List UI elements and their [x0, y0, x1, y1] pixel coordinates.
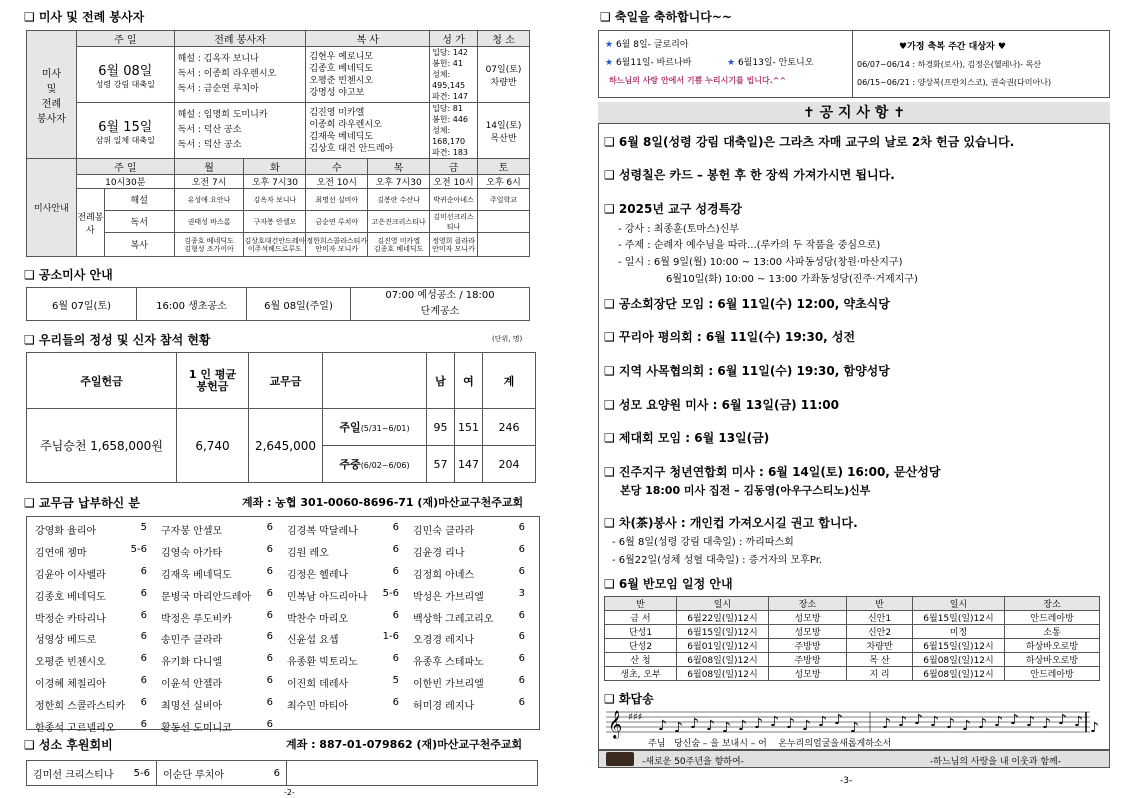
role-label: 해설 — [104, 189, 174, 211]
gongso-date: 6월 08일(주일) — [247, 288, 351, 321]
gyomu-entry: 박정순 카타리나 6 — [35, 609, 147, 625]
notice-item: ❑ 진주지구 청년연합회 미사 : 6월 14일(토) 16:00, 문산성당 — [604, 465, 941, 479]
support-entry: 김미선 크리스티나 5-6 — [27, 761, 157, 785]
ban-cell: 소통 — [1005, 625, 1100, 639]
music-note: ♪ — [674, 720, 683, 736]
week-time: 오후 7시30 — [368, 175, 430, 189]
lecture-line: 6월10일(화) 10:00 ~ 13:00 가좌동성당(진주·거제지구) — [666, 274, 918, 285]
ban-cell: 성모방 — [769, 667, 847, 681]
ban-cell: 주방방 — [769, 639, 847, 653]
family-title: ♥가정 축복 주간 대상자 ♥ — [899, 42, 1006, 52]
col-choir: 성 가 — [430, 31, 478, 47]
gyomu-entry: 오평준 빈첸시오 6 — [35, 653, 147, 669]
ban-cell: 미정 — [913, 625, 1005, 639]
ban-header: 일시 — [677, 597, 769, 611]
gongso-table — [26, 287, 530, 321]
weekday-cell: 금순연 루치아 — [306, 211, 368, 233]
gyomu-entry: 이한빈 가브리엘 6 — [413, 674, 525, 690]
gyomu-entry: 박정은 루도비카 6 — [161, 609, 273, 625]
ban-cell: 신안2 — [847, 625, 913, 639]
ban-header: 장소 — [1005, 597, 1100, 611]
ban-cell: 생초, 오부 — [605, 667, 677, 681]
attendance-total: 204 — [483, 446, 536, 483]
mass-side-label: 미사 및 전례 봉사자 — [27, 31, 77, 159]
gyomu-entry: 백상학 그레고리오 6 — [413, 609, 525, 625]
week-header: 월 — [174, 159, 244, 175]
music-note: ♪ — [946, 716, 955, 732]
weekday-cell: 박귀순아녜스 — [430, 189, 478, 211]
gyomu-account: 계좌 : 농협 301-0060-8696-71 (재)마산교구천주교회 — [242, 496, 524, 509]
feast-list — [599, 31, 853, 97]
week-time: 오후 6시 — [478, 175, 530, 189]
col-sunday: 주 일 — [76, 31, 174, 47]
offering-header — [323, 353, 427, 409]
ban-cell: 지 리 — [847, 667, 913, 681]
music-note: ♪ — [802, 718, 811, 734]
offering-section-title: ❑ 우리들의 정성 및 신자 참석 현황 — [24, 333, 211, 347]
svg-text:𝄞: 𝄞 — [608, 710, 623, 738]
weekday-cell: 구자봉 안셀모 — [244, 211, 306, 233]
gyomu-entry: 한종석 고르넬리오 6 — [35, 718, 147, 734]
music-note: ♪ — [850, 720, 859, 736]
ban-cell: 6월08일(일)12시 — [913, 653, 1005, 667]
attendance-female: 151 — [455, 409, 483, 446]
music-note: ♪ — [722, 720, 731, 736]
gyomu-entry: 최명선 실비아 6 — [161, 696, 273, 712]
ban-header: 반 — [605, 597, 677, 611]
col-altar: 복 사 — [306, 31, 430, 47]
music-note: ♪ — [738, 718, 747, 734]
gyomu-entry: 김정희 아녜스 6 — [413, 565, 525, 581]
ban-cell: 하상바오로방 — [1005, 639, 1100, 653]
page-number-right: -3- — [840, 776, 853, 786]
lecture-line: - 일시 : 6월 9일(월) 10:00 ~ 13:00 사파동성당(창원·마산지구) — [618, 257, 903, 268]
gyomu-entry: 민복남 아드리아나 5-6 — [287, 587, 399, 603]
music-note: ♪ — [914, 712, 923, 728]
gongso-section-title: ❑ 공소미사 안내 — [24, 268, 113, 282]
choir-cell: 입당: 142 봉헌: 41 성체: 495,145 파견: 147 — [430, 47, 478, 103]
role-label: 독서 — [104, 211, 174, 233]
week-header: 주 일 — [76, 159, 174, 175]
lecture-line: - 강사 : 최종훈(토마스)신부 — [618, 224, 739, 235]
gyomu-entry: 김정은 헬레나 6 — [287, 565, 399, 581]
ban-cell: 6월22일(일)12시 — [677, 611, 769, 625]
ban-cell: 신안1 — [847, 611, 913, 625]
gyomu-entry: 유기화 다니엘 6 — [161, 653, 273, 669]
cleaning-cell: 14일(토) 목산반 — [478, 103, 530, 159]
week-header: 목 — [368, 159, 430, 175]
celebrate-box — [598, 30, 1110, 98]
gyomu-row — [27, 628, 539, 650]
gyomu-row — [27, 606, 539, 628]
notice-item: ❑ 지역 사목협의회 : 6월 11일(수) 19:30, 함양성당 — [604, 364, 890, 378]
gyomu-entry: 황동선 도미니코 6 — [161, 718, 273, 734]
music-note: ♪ — [770, 714, 779, 730]
gyomu-entry: 성영상 베드로 6 — [35, 631, 147, 647]
family-line: 06/07~06/14 : 하경화(로사), 김정은(헬레나)- 목산 — [857, 60, 1042, 69]
notice-item: ❑ 제대회 모임 : 6월 13일(금) — [604, 431, 770, 445]
music-note: ♪ — [1058, 712, 1067, 728]
sunday-offering-total: 주님승천 1,658,000원 — [27, 409, 177, 483]
weekday-cell: 주일학교 — [478, 189, 530, 211]
offering-header: 교무금 — [249, 353, 323, 409]
gyomu-entry: 김윤경 리나 6 — [413, 544, 525, 560]
gyomu-entry: 박성은 가브리엘 3 — [413, 587, 525, 603]
gyomu-entry: 최수민 마티아 6 — [287, 696, 399, 712]
week-time: 오전 10시 — [306, 175, 368, 189]
notice-item: ❑ 화답송 — [604, 692, 654, 706]
gongso-time: 07:00 예성공소 / 18:00 단계공소 — [351, 288, 530, 321]
feast-item: ★ 6월11일- 바르나바 — [605, 58, 692, 68]
mass-schedule-table — [26, 30, 530, 257]
music-note: ♪ — [1026, 714, 1035, 730]
page-number-left: -2- — [284, 788, 295, 797]
gyomu-row — [27, 693, 539, 715]
weekday-cell: 김옥자 보니나 — [244, 189, 306, 211]
blessing-text: 하느님의 사랑 안에서 기쁨 누리시기를 빕니다.^^ — [609, 76, 787, 85]
ban-header: 일시 — [913, 597, 1005, 611]
support-list — [26, 760, 538, 786]
ministers-cell: 해설 : 김옥자 보니나 독서 : 이종희 라우렌시오 독서 : 금순연 루치아 — [174, 47, 306, 103]
col-cleaning: 청 소 — [478, 31, 530, 47]
weekday-cell — [478, 233, 530, 257]
attendance-male: 57 — [427, 446, 455, 483]
ban-row — [605, 625, 1100, 639]
attendance-total: 246 — [483, 409, 536, 446]
ban-cell: 6월08일(일)12시 — [677, 667, 769, 681]
weekday-cell: 정영희 클라라 안미자 모니카 — [430, 233, 478, 257]
music-note: ♪ — [834, 712, 843, 728]
ministers-cell: 해설 : 임명희 도미니카 독서 : 덕산 공소 독서 : 덕산 공소 — [174, 103, 306, 159]
ban-cell: 산 청 — [605, 653, 677, 667]
choir-cell: 입당: 81 봉헌: 446 성체: 168,170 파견: 183 — [430, 103, 478, 159]
weekday-cell: 김종호 베네딕도 김형성 조가이아 — [174, 233, 244, 257]
gyomu-list — [26, 516, 540, 734]
week-side-label: 미사안내 — [27, 159, 77, 257]
footer-left: -새로운 50주년을 향하여- — [642, 757, 744, 767]
offering-header: 주일헌금 — [27, 353, 177, 409]
gyomu-total: 2,645,000 — [249, 409, 323, 483]
gongso-time: 16:00 생초공소 — [137, 288, 247, 321]
attendance-label: 주중(6/02~6/06) — [323, 446, 427, 483]
notice-item: ❑ 6월 8일(성령 강림 대축일)은 그라츠 자매 교구의 날로 2차 헌금 있습니다. — [604, 135, 1015, 149]
music-note: ♪ — [706, 718, 715, 734]
gyomu-entry: 유종후 스테파노 6 — [413, 653, 525, 669]
psalm-music-staff — [606, 708, 1099, 738]
ban-row — [605, 667, 1100, 681]
week-time: 10시30분 — [76, 175, 174, 189]
week-header: 금 — [430, 159, 478, 175]
music-note: ♪ — [690, 716, 699, 732]
gyomu-entry: 이진희 데레사 5 — [287, 674, 399, 690]
week-time: 오전 10시 — [430, 175, 478, 189]
mass-date-cell: 6월 08일 성령 강림 대축일 — [76, 47, 174, 103]
music-note: ♪ — [962, 718, 971, 734]
music-note: ♪ — [994, 714, 1003, 730]
attendance-label: 주일(5/31~6/01) — [323, 409, 427, 446]
ban-header: 반 — [847, 597, 913, 611]
weekday-cell: 김미선크리스티나 — [430, 211, 478, 233]
feast-item: ★ 6월13일- 안토니오 — [727, 58, 814, 68]
mass-section-title: ❑ 미사 및 전례 봉사자 — [24, 10, 145, 24]
gyomu-entry: 박찬수 마리오 6 — [287, 609, 399, 625]
music-note: ♪ — [930, 714, 939, 730]
week-time: 오후 7시30 — [244, 175, 306, 189]
weekday-cell: 김봉란 수산나 — [368, 189, 430, 211]
gyomu-row — [27, 715, 539, 737]
gongso-date: 6월 07일(토) — [27, 288, 137, 321]
gyomu-row — [27, 563, 539, 585]
weekday-cell: 고은진크리스티나 — [368, 211, 430, 233]
mass-date-cell: 6월 15일 삼위 일체 대축일 — [76, 103, 174, 159]
family-line: 06/15~06/21 : 양상복(프란치스코), 권숙권(다미아나) — [857, 78, 1052, 87]
gyomu-entry: 오경경 레지나 6 — [413, 631, 525, 647]
ban-cell: 금 서 — [605, 611, 677, 625]
weekday-cell: 권태성 바스롬 — [174, 211, 244, 233]
weekday-cell: 김상호대건안드레아 이주석베드로루도 — [244, 233, 306, 257]
ban-cell: 6월15일(일)12시 — [913, 639, 1005, 653]
weekday-cell: 김진영 미카엘 김종호 베네딕도 — [368, 233, 430, 257]
ban-cell: 안드레아방 — [1005, 611, 1100, 625]
music-note: ♪ — [882, 716, 891, 732]
offering-header: 남 — [427, 353, 455, 409]
psalm-lyrics: 주님 당신숨 – 을 보내시 – 어 온누리의얼굴을새롭게하소서 — [648, 739, 892, 749]
average-offering: 6,740 — [177, 409, 249, 483]
ban-row — [605, 611, 1100, 625]
ban-cell: 하상바오로방 — [1005, 653, 1100, 667]
weekday-cell: 정한희스콜라스티카 안미자 모니카 — [306, 233, 368, 257]
col-ministers: 전례 봉사자 — [174, 31, 306, 47]
ban-row — [605, 639, 1100, 653]
week-header: 화 — [244, 159, 306, 175]
gyomu-row — [27, 584, 539, 606]
ban-header: 장소 — [769, 597, 847, 611]
altar-servers-cell: 김진영 미카엘 이종희 라우렌시오 김재욱 베네딕도 김상호 대건 안드레아 — [306, 103, 430, 159]
support-entry: 이순단 루치아 6 — [157, 761, 287, 785]
tea-line: - 6월 8일(성령 강림 대축일) : 까리따스회 — [612, 537, 794, 548]
support-account: 계좌 : 887-01-079862 (재)마산교구천주교회 — [286, 738, 523, 751]
gyomu-entry: 김영숙 아가타 6 — [161, 544, 273, 560]
altar-servers-cell: 김현우 예로니모 김종호 베네딕도 오평준 빈첸시오 강명성 야고보 — [306, 47, 430, 103]
ban-cell: 단성2 — [605, 639, 677, 653]
gyomu-entry: 신윤섭 요셉 1-6 — [287, 631, 399, 647]
gyomu-entry: 김종호 베네딕도 6 — [35, 587, 147, 603]
tea-line: - 6월22일(성체 성혈 대축일) : 증거자의 모후Pr. — [612, 555, 823, 566]
music-note: ♪ — [786, 716, 795, 732]
gyomu-entry: 이윤석 안젤라 6 — [161, 674, 273, 690]
role-label: 복사 — [104, 233, 174, 257]
lecture-line: - 주제 : 순례자 예수님을 따라...(루카의 두 작품을 중심으로) — [618, 240, 881, 251]
offering-unit: (단위, 명) — [492, 335, 523, 343]
youth-mass-sub: 본당 18:00 미사 집전 – 김동영(아우구스티노)신부 — [620, 484, 871, 497]
notice-item: ❑ 꾸리아 평의회 : 6월 11일(수) 19:30, 성전 — [604, 330, 856, 344]
anniversary-logo-icon — [606, 752, 634, 766]
gyomu-entry: 정한희 스콜라스티카 6 — [35, 696, 147, 712]
gyomu-entry: 김경복 막달레나 6 — [287, 522, 399, 538]
notice-item: ❑ 성령칠은 카드 – 봉헌 후 한 장씩 가져가시면 됩니다. — [604, 168, 895, 182]
ban-cell: 목 산 — [847, 653, 913, 667]
offering-header: 여 — [455, 353, 483, 409]
attendance-male: 95 — [427, 409, 455, 446]
music-note: ♪ — [1042, 716, 1051, 732]
ban-cell: 6월15일(일)12시 — [677, 625, 769, 639]
gyomu-section-title: ❑ 교무금 납부하신 분 — [24, 496, 141, 510]
attendance-female: 147 — [455, 446, 483, 483]
week-header: 수 — [306, 159, 368, 175]
weekday-cell — [478, 211, 530, 233]
ban-cell: 6월15일(일)12시 — [913, 611, 1005, 625]
gyomu-entry: 김연애 젬마 5-6 — [35, 544, 147, 560]
gyomu-entry: 허미경 레지나 6 — [413, 696, 525, 712]
notice-title: ✝ 공 지 사 항 ✝ — [598, 102, 1110, 124]
gyomu-row — [27, 672, 539, 694]
gyomu-entry: 구자봉 안셀모 6 — [161, 522, 273, 538]
weekday-cell: 유성애 요안나 — [174, 189, 244, 211]
week-time: 오전 7시 — [174, 175, 244, 189]
music-note: ♪ — [1074, 714, 1083, 730]
gyomu-entry: 송민주 클라라 6 — [161, 631, 273, 647]
weekday-service-label: 전례봉사 — [76, 189, 104, 257]
gyomu-entry: 김민숙 클라라 6 — [413, 522, 525, 538]
week-header: 토 — [478, 159, 530, 175]
feast-item: ★ 6월 8일- 글로리아 — [605, 40, 689, 50]
music-note: ♪ — [818, 714, 827, 730]
notice-item: ❑ 2025년 교구 성경특강 — [604, 202, 742, 216]
ban-cell: 성모방 — [769, 625, 847, 639]
gyomu-entry: 강영화 율리아 5 — [35, 522, 147, 538]
ban-cell: 차량반 — [847, 639, 913, 653]
gyomu-entry: 문병국 마리안드레아 6 — [161, 587, 273, 603]
ban-cell: 안드레아방 — [1005, 667, 1100, 681]
ban-row — [605, 653, 1100, 667]
support-section-title: ❑ 성소 후원회비 — [24, 738, 113, 752]
ban-cell: 성모방 — [769, 611, 847, 625]
weekday-cell: 최명선 실비아 — [306, 189, 368, 211]
celebrate-section-title: ❑ 축일을 축하합니다~~ — [600, 10, 732, 24]
music-note: ♪ — [658, 718, 667, 734]
music-note: ♪ — [1010, 712, 1019, 728]
gyomu-row — [27, 541, 539, 563]
notice-item: ❑ 성모 요양원 미사 : 6월 13일(금) 11:00 — [604, 398, 839, 412]
ban-cell: 6월08일(일)12시 — [677, 653, 769, 667]
offering-header: 1 인 평균 봉헌금 — [177, 353, 249, 409]
gyomu-entry: 김윤아 이사벨라 6 — [35, 565, 147, 581]
notice-item: ❑ 6월 반모임 일정 안내 — [604, 577, 733, 591]
offering-header: 계 — [483, 353, 536, 409]
notice-item: ❑ 공소회장단 모임 : 6월 11일(수) 12:00, 약초식당 — [604, 297, 890, 311]
ban-cell: 주방방 — [769, 653, 847, 667]
offering-table — [26, 352, 536, 483]
music-note: ♪ — [978, 716, 987, 732]
ban-meeting-table — [604, 596, 1100, 681]
svg-text:♯♯♯: ♯♯♯ — [628, 712, 643, 723]
music-note: ♪ — [1090, 720, 1099, 736]
ban-cell: 단성1 — [605, 625, 677, 639]
gyomu-entry: 유종환 빅토리노 6 — [287, 653, 399, 669]
notice-item: ❑ 차(茶)봉사 : 개인컵 가져오시길 권고 합니다. — [604, 516, 858, 530]
music-note: ♪ — [898, 714, 907, 730]
gyomu-row — [27, 519, 539, 541]
ban-cell: 6월01일(일)12시 — [677, 639, 769, 653]
footer-right: -하느님의 사랑을 내 이웃과 함께- — [930, 757, 1061, 767]
music-note: ♪ — [754, 716, 763, 732]
cleaning-cell: 07일(토) 차량반 — [478, 47, 530, 103]
gyomu-entry: 김재욱 베네딕도 6 — [161, 565, 273, 581]
gyomu-entry: 이경혜 체칠리아 6 — [35, 674, 147, 690]
gyomu-row — [27, 650, 539, 672]
gyomu-entry: 김원 레오 6 — [287, 544, 399, 560]
ban-cell: 6월08일(일)12시 — [913, 667, 1005, 681]
